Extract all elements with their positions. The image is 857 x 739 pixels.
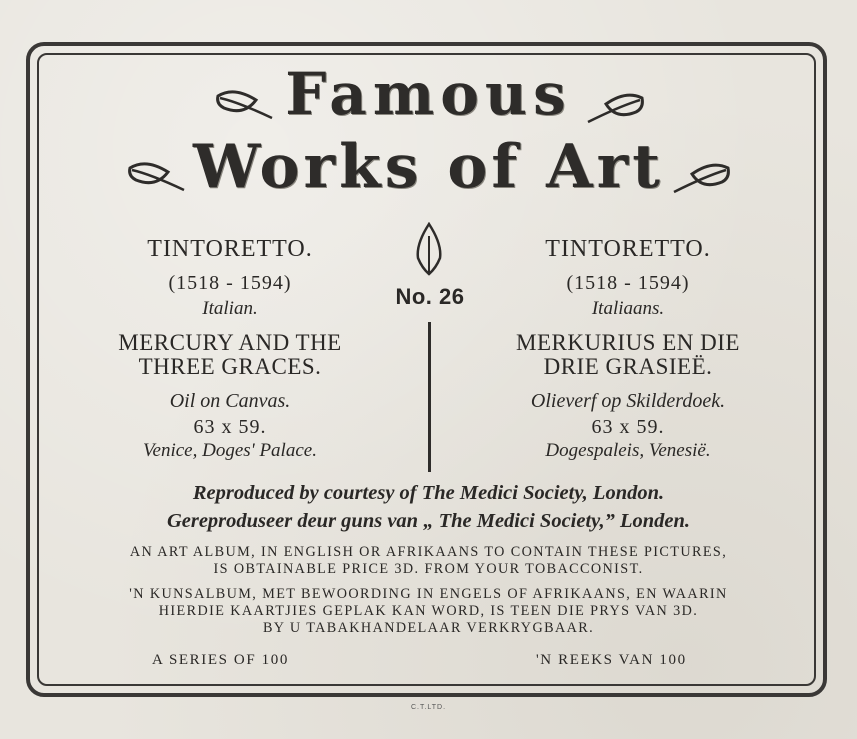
artist-name: TINTORETTO.	[147, 236, 313, 262]
medium: Olieverf op Skilderdoek.	[530, 390, 726, 412]
size: 63 x 59.	[193, 416, 267, 438]
work-title-line2: DRIE GRASIEË.	[543, 354, 713, 379]
notice-english-line1: AN ART ALBUM, IN ENGLISH OR AFRIKAANS TO CONTAIN THESE PICTURES,	[129, 544, 728, 560]
printer-mark: C.T.LTD.	[410, 704, 447, 711]
location: Dogespaleis, Venesië.	[545, 440, 711, 461]
series-afrikaans: 'N REEKS VAN 100	[536, 652, 687, 668]
title-works-of-art: Works of Art	[193, 132, 664, 202]
card-number: No. 26	[395, 284, 465, 309]
notice-afrikaans-line2: HIERDIE KAARTJIES GEPLAK KAN WORD, IS TEEN DIE PRYS VAN 3D.	[158, 603, 699, 619]
work-title-line2: THREE GRACES.	[138, 354, 322, 379]
series-english: A SERIES OF 100	[152, 652, 289, 668]
work-title-line1: MERCURY AND THE	[118, 330, 342, 355]
afrikaans-column	[478, 236, 778, 466]
nationality: Italian.	[202, 298, 258, 319]
credit-english: Reproduced by courtesy of The Medici Society, London.	[192, 482, 665, 504]
artist-dates: (1518 - 1594)	[566, 272, 690, 294]
artist-dates: (1518 - 1594)	[168, 272, 292, 294]
notice-english	[60, 544, 797, 578]
work-title-line1: MERKURIUS EN DIE	[516, 330, 740, 355]
nationality: Italiaans.	[591, 298, 665, 319]
location: Venice, Doges' Palace.	[143, 440, 317, 461]
medium: Oil on Canvas.	[169, 390, 291, 412]
notice-afrikaans	[60, 586, 797, 637]
pen-nib-icon	[412, 222, 446, 276]
credit-afrikaans: Gereproduseer deur guns van „ The Medici Society,” Londen.	[166, 510, 691, 532]
title-famous: Famous	[285, 60, 572, 128]
artist-name: TINTORETTO.	[545, 236, 711, 262]
size: 63 x 59.	[591, 416, 665, 438]
english-column	[80, 236, 380, 466]
notice-english-line2: IS OBTAINABLE PRICE 3D. FROM YOUR TOBACCONIST.	[213, 561, 644, 577]
notice-afrikaans-line3: BY U TABAKHANDELAAR VERKRYGBAAR.	[262, 620, 595, 636]
notice-afrikaans-line1: 'N KUNSALBUM, MET BEWOORDING IN ENGELS OF AFRIKAANS, EN WAARIN	[129, 586, 728, 602]
column-divider	[428, 322, 431, 472]
